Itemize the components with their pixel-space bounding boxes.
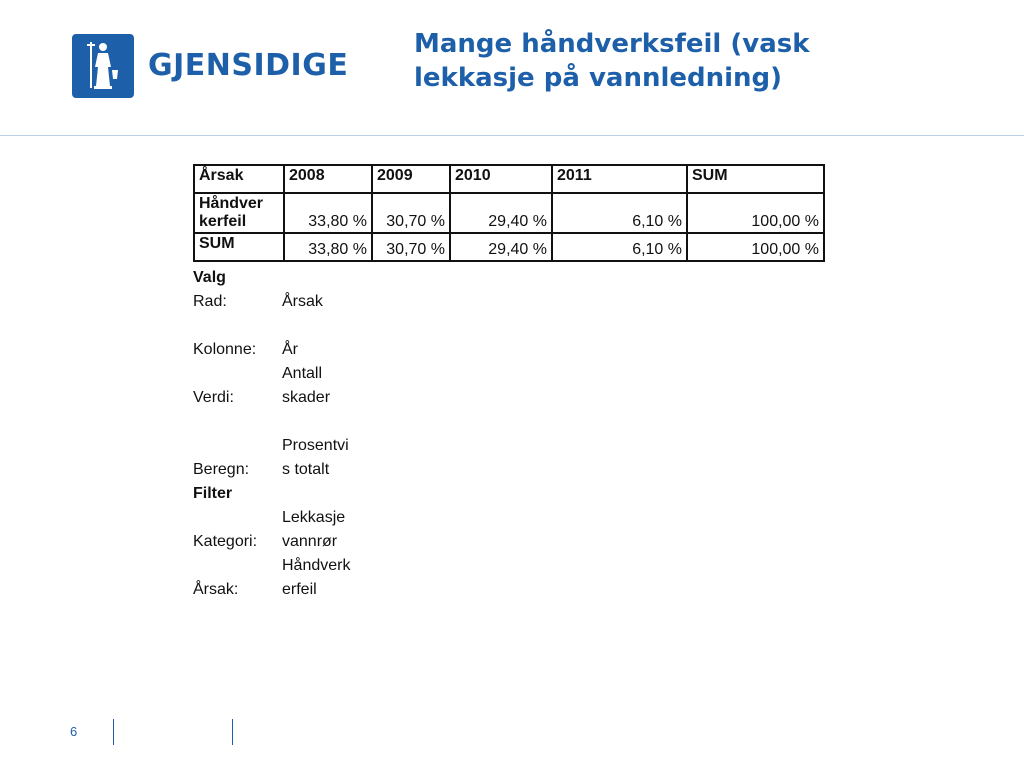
slide-title: [414, 27, 914, 95]
slide-title-line-1: Mange håndverksfeil (vask: [414, 29, 810, 59]
header-cell-2009: 2009: [372, 165, 450, 193]
value-cell: 100,00 %: [687, 193, 824, 233]
gjensidige-logo-icon: [72, 34, 134, 98]
beregn-label: Beregn:: [193, 461, 250, 478]
value-cell: 6,10 %: [552, 193, 687, 233]
row-label-line-2: kerfeil: [199, 213, 247, 230]
value-cell: 30,70 %: [372, 193, 450, 233]
value-cell: 29,40 %: [450, 193, 552, 233]
header-cell-2011: 2011: [552, 165, 687, 193]
table-row: [194, 233, 824, 261]
value-cell: 33,80 %: [284, 193, 372, 233]
filter-heading: Filter: [193, 485, 233, 502]
value-cell: 100,00 %: [687, 233, 824, 261]
value-cell: 30,70 %: [372, 233, 450, 261]
header-divider: [0, 135, 1024, 136]
kolonne-value: År: [282, 341, 298, 358]
header-cell-2010: 2010: [450, 165, 552, 193]
footer-divider: [113, 719, 114, 745]
row-label-line-1: Håndver: [199, 195, 264, 212]
kategori-value-line-2: vannrør: [282, 533, 338, 550]
slide-title-line-2: lekkasje på vannledning): [414, 63, 783, 93]
valg-heading: Valg: [193, 269, 226, 286]
arsak-value-line-1: Håndverk: [282, 557, 351, 574]
arsak-label: Årsak:: [193, 581, 239, 598]
value-cell: 29,40 %: [450, 233, 552, 261]
footer-divider: [232, 719, 233, 745]
header-cell-arsak: Årsak: [194, 165, 284, 193]
verdi-label: Verdi:: [193, 389, 234, 406]
rad-value: Årsak: [282, 293, 323, 310]
brand-name: GJENSIDIGE: [148, 48, 349, 83]
report-scan: [193, 164, 825, 602]
beregn-value-line-2: s totalt: [282, 461, 330, 478]
table-row: [194, 193, 824, 233]
verdi-value-line-1: Antall: [282, 365, 323, 382]
kategori-label: Kategori:: [193, 533, 258, 550]
page-number: 6: [70, 724, 78, 739]
kolonne-label: Kolonne:: [193, 341, 257, 358]
value-cell: 33,80 %: [284, 233, 372, 261]
percentage-table: [193, 164, 825, 262]
verdi-value-line-2: skader: [282, 389, 331, 406]
value-cell: 6,10 %: [552, 233, 687, 261]
report-options: [193, 266, 825, 602]
header-cell-2008: 2008: [284, 165, 372, 193]
beregn-value-line-1: Prosentvi: [282, 437, 349, 454]
kategori-value-line-1: Lekkasje: [282, 509, 346, 526]
row-label: SUM: [194, 233, 284, 261]
arsak-value-line-2: erfeil: [282, 581, 317, 598]
rad-label: Rad:: [193, 293, 227, 310]
row-label: [194, 193, 284, 233]
table-header-row: [194, 165, 824, 193]
header-cell-sum: SUM: [687, 165, 824, 193]
